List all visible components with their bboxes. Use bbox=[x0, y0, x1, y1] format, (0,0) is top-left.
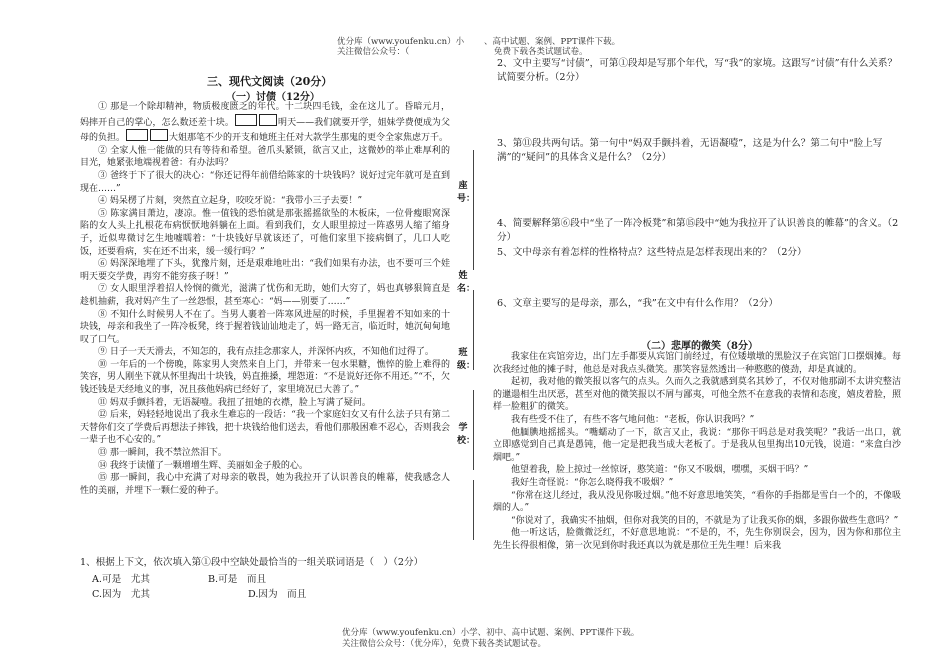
blank-box bbox=[150, 129, 168, 141]
question-2: 2、文中主要写“讨债”，可第①段却是写那个年代，写“我”的家境。这跟写“讨债”有什么关系？试简要分析。（2分） bbox=[497, 58, 898, 83]
p2-para-5: 他望着我，脸上掠过一丝惊讶，憨笑道：“你又不吸烟，嘿嘿，买烟干吗？” bbox=[511, 465, 809, 476]
p2-para-4: 他腼腆地摇摇头。“嘴蠕动了一下，欲言又止，我说：“那你干吗总是对我笑呢？”我话一出口，就立即感觉到自己真是愚钝，他一定是把我当成大老板了。于是我从包里掏出10元钱，说道：“来盒白沙烟吧。” bbox=[493, 427, 901, 463]
question-4: 4、简要解释第⑥段中“坐了一阵冷板凳”和第⑮段中“她为我拉开了认识善良的帷幕”的含义。（2分） bbox=[497, 218, 899, 243]
p1-para-9: ⑨ 日子一天天滑去，不知怎的，我有点挂念那家人，并深怀内疚，不知他们过得了。 bbox=[98, 347, 434, 358]
q1-option-b[interactable]: B.可是 而且 bbox=[208, 574, 267, 585]
q1-option-c[interactable]: C.因为 尤其 bbox=[92, 589, 151, 600]
p2-para-9: 他一听这话，脸微微泛红，不好意思地说：“不是的，不，先生你别误会，因为，因为你和那位主先生长得很相像，第一次见到你时我还真以为就是那位王先生哩！后来我 bbox=[493, 528, 901, 551]
p1-para-13: ⑬ 那一瞬间，我不禁泣然泪下。 bbox=[98, 448, 227, 459]
p1-para-7: ⑦ 女人眼里浮着招人怜悯的微光，滋满了忧伤和无助，她们大穷了，妈也真够狠简直是趁机抽薪，我对妈产生了一丝怨恨，甚至寒心：“妈——别要了……” bbox=[80, 284, 450, 307]
blank-box bbox=[259, 114, 277, 126]
binding-line bbox=[473, 390, 474, 470]
label-name: 姓名： bbox=[457, 271, 476, 294]
section-title: 三、现代文阅读（20分） bbox=[207, 75, 333, 88]
passage1-title: （一）讨债（12分） bbox=[226, 92, 320, 103]
p1-para-2: ② 全家人惟一能做的只有等待和希望。爸爪头紧锁，欲言又止，这微妙的举止难厚利的目光，她紧张地端视着爸：有办法吗？ bbox=[80, 145, 450, 169]
watermark-top-left-2: 关注微信公众号：（ bbox=[337, 47, 410, 57]
p1-para-14: ⑭ 我终于读懂了一颗增增生辉、美丽如金子般的心。 bbox=[98, 460, 308, 471]
p1-para-8: ⑧ 不知什么时候男人不在了。当男人裹着一阵寒风进屋的时候，手里握着不知如来的十块钱，母亲和我坐了一阵冷板凳，终于握着钱讪讪地走了，妈一路无言，临近时，她沉甸甸地叹了口气。 bbox=[80, 309, 450, 345]
p1-para-12: ⑫ 后来，妈轻轻地说出了我永生难忘的一段话：“我一个家庭妇女又有什么法子只有第二天替你们交了学费后再想法子摔钱，把十块钱给他们送去，看他们那般困难不忍心，否则我会一辈子也不心安的。” bbox=[80, 410, 450, 446]
blank-box bbox=[235, 114, 257, 126]
passage2-title: （二）悲厚的微笑（8分） bbox=[641, 341, 758, 352]
watermark-bottom: 优分库（www.youfenku.cn）小学、初中、高中试题、案例、PPT课件下载。 bbox=[342, 628, 640, 638]
label-school: 学校： bbox=[457, 423, 476, 446]
p2-para-6: 我好生奇怪说：“你怎么晓得我不吸烟？” bbox=[511, 477, 674, 488]
p2-para-7: “你常在这儿经过，我从没见你吸过烟。”他不好意思地笑笑，“看你的手指都是雪白一个的，不像吸烟的人。” bbox=[493, 490, 901, 514]
passage1-body bbox=[80, 101, 450, 497]
p1-para-10: ⑩ 一年后的一个傍晚，陈家男人突然来自上门，并带来一包水果糖，憔悴的脸上难得的笑容，男人刚坐下就从怀里掏出十块钱，妈直推搡，埋怨道：“不是说好还你不用还。”“不，欠钱还钱是天经地义的事，况且孩他妈病已经好了，家里境况已大善了。” bbox=[80, 359, 450, 396]
binding-line bbox=[473, 290, 474, 370]
watermark-top-right-2: 免费下载各类试题试卷。 bbox=[494, 47, 588, 57]
p2-para-3: 我有些受不住了，有些不客气地问他：“老板，你认识我吗？” bbox=[511, 414, 755, 425]
passage2-body bbox=[493, 351, 901, 553]
question-3: 3、第⑪段共两句话。第一句中“妈双手颤抖着，无语凝噎”，这是为什么？第二句中“脸上写满”的“疑问”的具体含义是什么？（2分） bbox=[497, 138, 883, 163]
p1-para-15: ⑮ 那一瞬间，我心中充满了对母亲的敬畏，她为我拉开了认识善良的帷幕，使我感念人性的美丽，并埋下一颗仁爱的种子。 bbox=[80, 473, 450, 496]
question-1: 1、根据上下文，依次填入第①段中空缺处最恰当的一组关联词语是（ ）（2分） bbox=[80, 557, 424, 568]
watermark-top-left: 优分库（www.youfenku.cn）小 bbox=[337, 37, 465, 47]
p1-para-3: ③ 爸终于下了很大的决心：“你还记得年前借给陈家的十块钱吗？说好过完年就可是直到现在……” bbox=[80, 170, 450, 194]
question-5: 5、文中母亲有着怎样的性格特点？这些特点是怎样表现出来的？（2分） bbox=[497, 247, 807, 258]
p2-para-2: 起初，我对他的微笑报以客气的点头。久而久之我就感到莫名其妙了，不仅对他那副不太讲究整洁的邋遢相生出厌恶，甚至对他的微笑报以不屑与鄙夷，可他全然不在意我的表情和态度，嬉皮着脸，照样一脸粗犷的微笑。 bbox=[493, 377, 901, 413]
p1-para-4: ④ 妈呆楞了片刻，突然直立起身，咬咬牙说：“我带小三子去要！” bbox=[98, 196, 363, 207]
binding-line bbox=[473, 150, 474, 270]
watermark-bottom-2: 关注微信公众号：（优分库），免费下载各类试题试卷。 bbox=[342, 639, 547, 649]
q1-option-a[interactable]: A.可是 尤其 bbox=[92, 574, 150, 585]
p1-para-11: ⑪ 妈双手颤抖着，无语凝噎。我扭了扭她的衣襟，脸上写满了疑问。 bbox=[98, 397, 371, 408]
blank-box bbox=[126, 129, 148, 141]
label-seat-number: 座号： bbox=[457, 181, 476, 204]
watermark-top-right: 、高中试题、案例、PPT课件下载。 bbox=[484, 37, 621, 47]
label-class: 班级： bbox=[457, 348, 476, 371]
binding-line bbox=[473, 480, 474, 540]
p1-para-1: ① 那是一个除却精神，物质极度匮乏的年代。十二块四毛钱，金在这儿了。昏暗元月，妈摔开自己的掌心，怎么数还差十块。 明天——我们就要开学，姐妹学费便成为父母的负担。 大姐那笔不少的开支和她班主任对大款学生那鬼的更令全家焦虑万千。 bbox=[80, 102, 450, 144]
q1-option-d[interactable]: D.因为 而且 bbox=[248, 589, 307, 600]
p1-para-5: ⑤ 陈家满目萧边，凄凉。惟一值钱的恐怕就是那张摇摇欲坠的木板床，一位骨瘦眼窝深陷的女人头上扎根花布病恹恹地斜躺在上面。看到我们，女人眼里掠过一阵惑男人缩了缩身子，近似卑微讨乞生地嘘嚅着：“十块钱好早就该还了，可他们家里下接病倒了，几口人吃饭，还要看病，实在还不出来，缓一缓行吗？” bbox=[80, 208, 450, 257]
p1-para-6: ⑥ 妈深深地埋了下头，犹豫片刻，还是艰难地吐出：“我们如果有办法，也不要可三个娃明天要交学费，再穷不能穷孩子呀！” bbox=[80, 259, 450, 282]
question-6: 6、文章主要写的是母亲，那么，“我”在文中有什么作用？（2分） bbox=[497, 298, 779, 309]
p2-para-1: 我家住在宾馆旁边，出门左手都要从宾馆门前经过，有位矮墩墩的黑脸汉子在宾馆门口摆烟摊。每次我经过他的摊子时，他总是对我点头微笑。那笑容显然透出一种憨憨的傻劲，却是真诚的。 bbox=[493, 352, 901, 375]
p2-para-8: “你说对了，我确实不抽烟，但你对我笑的目的，不就是为了让我买你的烟，多跟你做些生意吗？” bbox=[511, 515, 899, 526]
